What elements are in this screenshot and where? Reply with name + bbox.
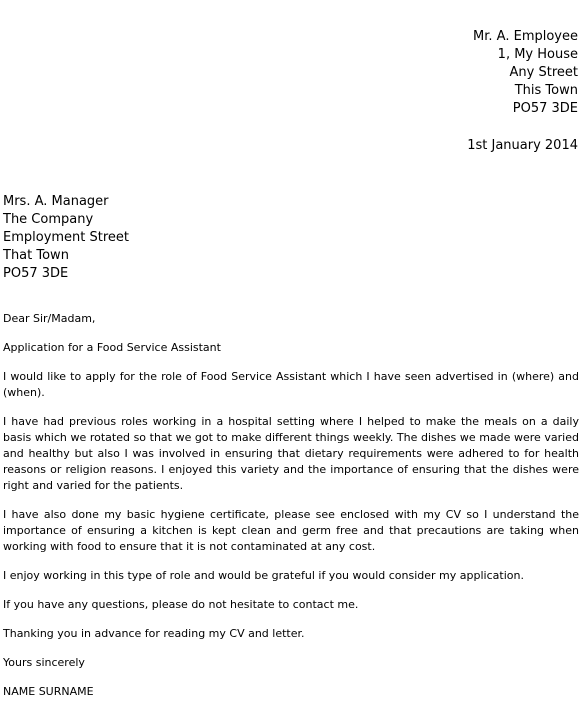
sender-postcode: PO57 3DE bbox=[512, 101, 578, 116]
closing: Yours sincerely bbox=[3, 656, 85, 669]
sender-name: Mr. A. Employee bbox=[473, 29, 578, 44]
recipient-town: That Town bbox=[3, 248, 69, 263]
sender-address-line2: Any Street bbox=[509, 65, 578, 80]
subject-line: Application for a Food Service Assistant bbox=[3, 341, 221, 354]
letter-date: 1st January 2014 bbox=[467, 138, 578, 153]
paragraph-intro: I would like to apply for the role of Food Service Assistant which I have seen advertised in (where) and (when). bbox=[3, 370, 579, 399]
paragraph-thanks: Thanking you in advance for reading my CV and letter. bbox=[3, 627, 305, 640]
sender-address-block bbox=[473, 28, 578, 118]
recipient-address-block bbox=[3, 193, 129, 283]
paragraph-hygiene: I have also done my basic hygiene certificate, please see enclosed with my CV so I understand the importance of ensuring a kitchen is kept clean and germ free and that precautions are taking when working with food to ensure that it is not contaminated at any cost. bbox=[3, 508, 579, 553]
paragraph-experience: I have had previous roles working in a hospital setting where I helped to make the meals on a daily basis which we rotated so that we got to make different things weekly. The dishes we made were varied and healthy but also I was involved in ensuring that dietary requirements were adhered to for health reasons or religion reasons. I enjoyed this variety and the importance of ensuring that the dishes were right and varied for the patients. bbox=[3, 415, 579, 492]
recipient-street: Employment Street bbox=[3, 230, 130, 245]
salutation: Dear Sir/Madam, bbox=[3, 312, 96, 325]
recipient-postcode: PO57 3DE bbox=[3, 266, 69, 281]
letter-body bbox=[3, 311, 579, 713]
signature: NAME SURNAME bbox=[3, 685, 94, 698]
sender-town: This Town bbox=[514, 83, 578, 98]
recipient-company: The Company bbox=[3, 212, 94, 227]
paragraph-contact: If you have any questions, please do not hesitate to contact me. bbox=[3, 598, 359, 611]
recipient-name: Mrs. A. Manager bbox=[3, 194, 109, 209]
sender-address-line1: 1, My House bbox=[497, 47, 578, 62]
paragraph-interest: I enjoy working in this type of role and would be grateful if you would consider my application. bbox=[3, 569, 524, 582]
